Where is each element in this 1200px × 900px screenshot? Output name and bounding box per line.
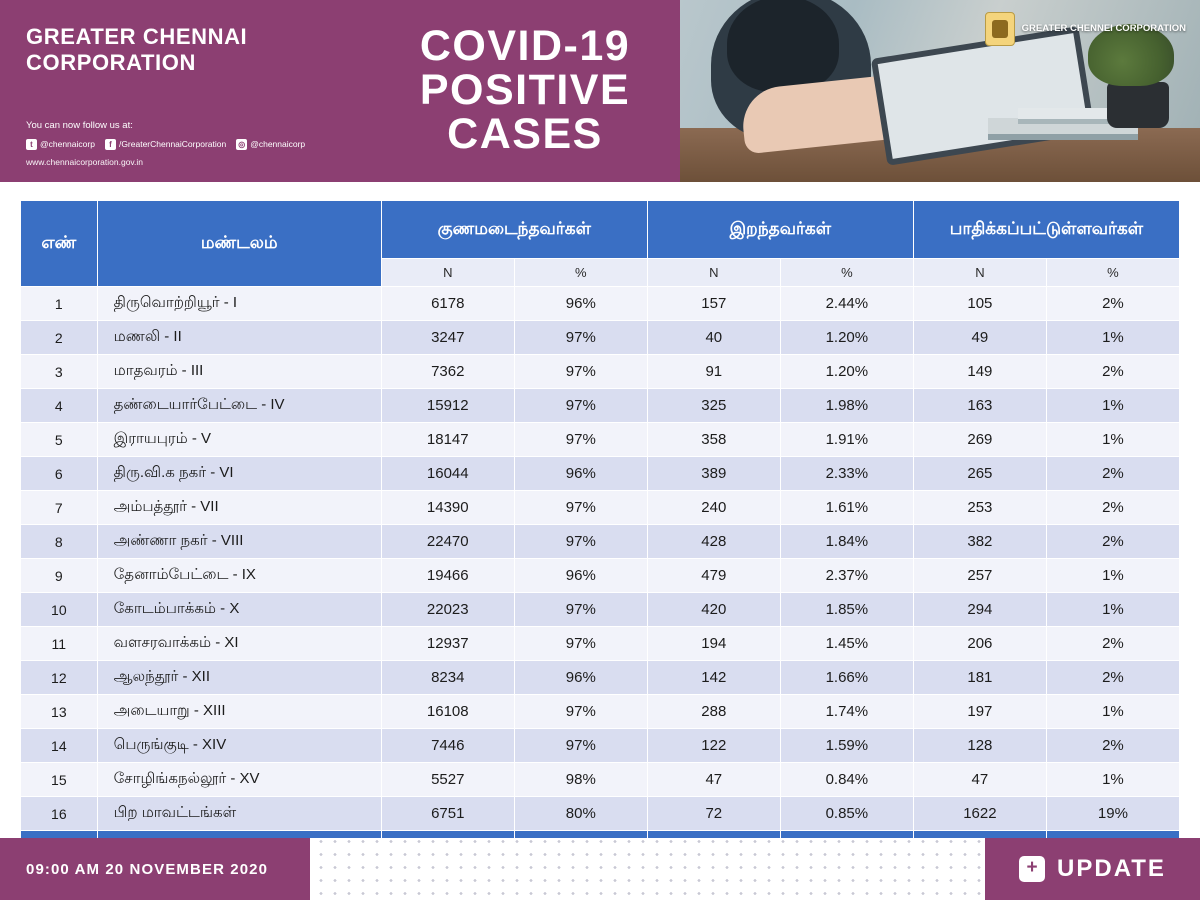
- table-row: [21, 627, 1180, 661]
- row-zone: கோடம்பாக்கம் - X: [97, 593, 381, 627]
- subheader-recovered-pct: %: [514, 259, 647, 287]
- row-deceased-pct: 1.20%: [780, 355, 913, 389]
- row-recovered-pct: 97%: [514, 525, 647, 559]
- table-row: [21, 355, 1180, 389]
- row-active-pct: 2%: [1046, 355, 1179, 389]
- table-row: [21, 559, 1180, 593]
- page-title: COVID-19 POSITIVE CASES: [419, 22, 631, 158]
- row-deceased-n: 47: [647, 763, 780, 797]
- row-active-n: 257: [913, 559, 1046, 593]
- row-serial: 16: [21, 797, 98, 831]
- row-deceased-pct: 0.84%: [780, 763, 913, 797]
- row-serial: 13: [21, 695, 98, 729]
- row-zone: அடையாறு - XIII: [97, 695, 381, 729]
- row-zone: சோழிங்கநல்லூர் - XV: [97, 763, 381, 797]
- table-row: [21, 457, 1180, 491]
- subheader-deceased-n: N: [647, 259, 780, 287]
- row-serial: 12: [21, 661, 98, 695]
- social-link-facebook[interactable]: [105, 138, 226, 152]
- social-handle-facebook: /GreaterChennaiCorporation: [118, 138, 227, 149]
- table-row: [21, 593, 1180, 627]
- row-deceased-pct: 1.66%: [780, 661, 913, 695]
- row-deceased-pct: 1.74%: [780, 695, 913, 729]
- row-zone: திரு.வி.க நகர் - VI: [97, 457, 381, 491]
- header-photo: [680, 0, 1200, 182]
- plant-pot: [1107, 82, 1169, 128]
- row-active-pct: 2%: [1046, 457, 1179, 491]
- table-head: [21, 201, 1180, 287]
- row-deceased-pct: 1.59%: [780, 729, 913, 763]
- col-header-active: பாதிக்கப்பட்டுள்ளவர்கள்: [913, 201, 1179, 259]
- row-serial: 5: [21, 423, 98, 457]
- row-serial: 4: [21, 389, 98, 423]
- subheader-active-pct: %: [1046, 259, 1179, 287]
- row-zone: திருவொற்றியூர் - I: [97, 287, 381, 321]
- row-recovered-n: 18147: [381, 423, 514, 457]
- row-recovered-pct: 97%: [514, 355, 647, 389]
- table-header-row-main: [21, 201, 1180, 259]
- row-active-n: 149: [913, 355, 1046, 389]
- row-recovered-n: 15912: [381, 389, 514, 423]
- row-active-pct: 1%: [1046, 695, 1179, 729]
- row-active-n: 47: [913, 763, 1046, 797]
- row-deceased-n: 288: [647, 695, 780, 729]
- table-row: [21, 695, 1180, 729]
- row-deceased-n: 194: [647, 627, 780, 661]
- row-zone: ஆலந்தூர் - XII: [97, 661, 381, 695]
- row-recovered-pct: 97%: [514, 389, 647, 423]
- website-url[interactable]: www.chennaicorporation.gov.in: [26, 157, 144, 168]
- row-recovered-pct: 97%: [514, 593, 647, 627]
- social-links: [26, 138, 348, 152]
- row-active-pct: 2%: [1046, 661, 1179, 695]
- social-link-twitter[interactable]: [26, 138, 95, 152]
- plus-icon: +: [1019, 856, 1045, 882]
- row-active-n: 206: [913, 627, 1046, 661]
- row-active-n: 197: [913, 695, 1046, 729]
- row-zone: அண்ணா நகர் - VIII: [97, 525, 381, 559]
- social-link-instagram[interactable]: [236, 138, 305, 152]
- row-serial: 7: [21, 491, 98, 525]
- row-deceased-pct: 2.37%: [780, 559, 913, 593]
- table-row: [21, 321, 1180, 355]
- row-serial: 2: [21, 321, 98, 355]
- row-recovered-n: 22023: [381, 593, 514, 627]
- timestamp-label: 09:00 AM 20 NOVEMBER 2020: [0, 838, 310, 900]
- social-follow-block: [26, 118, 348, 170]
- row-recovered-pct: 96%: [514, 559, 647, 593]
- row-serial: 11: [21, 627, 98, 661]
- row-active-pct: 1%: [1046, 321, 1179, 355]
- table-row: [21, 491, 1180, 525]
- row-deceased-n: 91: [647, 355, 780, 389]
- row-deceased-n: 72: [647, 797, 780, 831]
- row-recovered-n: 19466: [381, 559, 514, 593]
- instagram-icon: ◎: [236, 139, 247, 150]
- row-recovered-n: 6751: [381, 797, 514, 831]
- row-recovered-pct: 97%: [514, 423, 647, 457]
- row-active-pct: 1%: [1046, 593, 1179, 627]
- row-zone: அம்பத்தூர் - VII: [97, 491, 381, 525]
- col-header-zone: மண்டலம்: [97, 201, 381, 287]
- row-deceased-n: 325: [647, 389, 780, 423]
- row-active-n: 49: [913, 321, 1046, 355]
- row-deceased-n: 240: [647, 491, 780, 525]
- row-deceased-n: 420: [647, 593, 780, 627]
- row-deceased-pct: 1.85%: [780, 593, 913, 627]
- page-footer: [0, 838, 1200, 900]
- row-active-n: 105: [913, 287, 1046, 321]
- follow-title: You can now follow us at:: [26, 119, 133, 131]
- table-row: [21, 797, 1180, 831]
- row-active-pct: 19%: [1046, 797, 1179, 831]
- row-active-pct: 2%: [1046, 729, 1179, 763]
- row-deceased-n: 157: [647, 287, 780, 321]
- row-recovered-n: 8234: [381, 661, 514, 695]
- row-recovered-n: 3247: [381, 321, 514, 355]
- row-recovered-pct: 97%: [514, 729, 647, 763]
- organization-name: GREATER CHENNAI CORPORATION: [26, 24, 248, 75]
- col-header-serial: எண்: [21, 201, 98, 287]
- subheader-deceased-pct: %: [780, 259, 913, 287]
- row-zone: தண்டையார்பேட்டை - IV: [97, 389, 381, 423]
- row-recovered-pct: 96%: [514, 457, 647, 491]
- row-recovered-pct: 97%: [514, 695, 647, 729]
- col-header-recovered: குணமடைந்தவர்கள்: [381, 201, 647, 259]
- subheader-active-n: N: [913, 259, 1046, 287]
- update-button[interactable]: [985, 838, 1200, 900]
- row-deceased-n: 358: [647, 423, 780, 457]
- row-active-pct: 1%: [1046, 423, 1179, 457]
- row-active-n: 128: [913, 729, 1046, 763]
- row-active-n: 294: [913, 593, 1046, 627]
- row-serial: 15: [21, 763, 98, 797]
- row-deceased-pct: 1.20%: [780, 321, 913, 355]
- row-recovered-n: 5527: [381, 763, 514, 797]
- row-recovered-pct: 98%: [514, 763, 647, 797]
- row-zone: பிற மாவட்டங்கள்: [97, 797, 381, 831]
- row-active-pct: 2%: [1046, 525, 1179, 559]
- row-deceased-n: 479: [647, 559, 780, 593]
- row-deceased-pct: 1.84%: [780, 525, 913, 559]
- row-active-pct: 1%: [1046, 559, 1179, 593]
- row-serial: 10: [21, 593, 98, 627]
- table-row: [21, 423, 1180, 457]
- table-row: [21, 525, 1180, 559]
- row-active-pct: 1%: [1046, 763, 1179, 797]
- row-serial: 6: [21, 457, 98, 491]
- row-deceased-pct: 2.44%: [780, 287, 913, 321]
- row-deceased-n: 428: [647, 525, 780, 559]
- row-recovered-pct: 97%: [514, 321, 647, 355]
- header-title-area: [370, 0, 680, 182]
- row-zone: தேனாம்பேட்டை - IX: [97, 559, 381, 593]
- row-deceased-pct: 1.61%: [780, 491, 913, 525]
- covid-cases-table: [20, 200, 1180, 865]
- row-recovered-n: 14390: [381, 491, 514, 525]
- row-active-pct: 2%: [1046, 627, 1179, 661]
- row-deceased-n: 122: [647, 729, 780, 763]
- row-active-n: 269: [913, 423, 1046, 457]
- col-header-deceased: இறந்தவர்கள்: [647, 201, 913, 259]
- row-deceased-n: 142: [647, 661, 780, 695]
- row-zone: மாதவரம் - III: [97, 355, 381, 389]
- row-deceased-pct: 1.91%: [780, 423, 913, 457]
- row-recovered-pct: 97%: [514, 491, 647, 525]
- row-deceased-pct: 1.45%: [780, 627, 913, 661]
- row-recovered-pct: 80%: [514, 797, 647, 831]
- person-hair: [727, 0, 839, 92]
- table-row: [21, 389, 1180, 423]
- facebook-icon: f: [105, 139, 116, 150]
- row-active-pct: 1%: [1046, 389, 1179, 423]
- row-deceased-n: 389: [647, 457, 780, 491]
- row-zone: இராயபுரம் - V: [97, 423, 381, 457]
- row-recovered-pct: 97%: [514, 627, 647, 661]
- row-deceased-pct: 0.85%: [780, 797, 913, 831]
- corporation-logo: [985, 12, 1186, 46]
- row-recovered-n: 7446: [381, 729, 514, 763]
- row-deceased-pct: 2.33%: [780, 457, 913, 491]
- row-active-pct: 2%: [1046, 491, 1179, 525]
- footer-dot-pattern: [310, 838, 985, 900]
- row-active-pct: 2%: [1046, 287, 1179, 321]
- row-recovered-n: 16044: [381, 457, 514, 491]
- row-active-n: 1622: [913, 797, 1046, 831]
- row-serial: 1: [21, 287, 98, 321]
- table-row: [21, 763, 1180, 797]
- row-zone: பெருங்குடி - XIV: [97, 729, 381, 763]
- row-serial: 14: [21, 729, 98, 763]
- social-handle-twitter: @chennaicorp: [40, 138, 95, 149]
- emblem-icon: [985, 12, 1015, 46]
- row-serial: 9: [21, 559, 98, 593]
- row-recovered-pct: 96%: [514, 661, 647, 695]
- subheader-recovered-n: N: [381, 259, 514, 287]
- row-active-n: 265: [913, 457, 1046, 491]
- row-serial: 3: [21, 355, 98, 389]
- row-recovered-n: 12937: [381, 627, 514, 661]
- row-recovered-pct: 96%: [514, 287, 647, 321]
- row-deceased-n: 40: [647, 321, 780, 355]
- header-branding: [0, 0, 370, 182]
- row-recovered-n: 16108: [381, 695, 514, 729]
- table-row: [21, 729, 1180, 763]
- twitter-icon: t: [26, 139, 37, 150]
- social-handle-instagram: @chennaicorp: [250, 138, 306, 149]
- table-body: [21, 287, 1180, 831]
- row-active-n: 382: [913, 525, 1046, 559]
- update-label: UPDATE: [1057, 855, 1166, 882]
- row-recovered-n: 6178: [381, 287, 514, 321]
- page-header: [0, 0, 1200, 182]
- logo-text: GREATER CHENNEI CORPORATION: [1021, 23, 1186, 35]
- row-active-n: 253: [913, 491, 1046, 525]
- row-zone: மணலி - II: [97, 321, 381, 355]
- table-row: [21, 287, 1180, 321]
- row-deceased-pct: 1.98%: [780, 389, 913, 423]
- row-recovered-n: 22470: [381, 525, 514, 559]
- row-active-n: 181: [913, 661, 1046, 695]
- row-serial: 8: [21, 525, 98, 559]
- row-recovered-n: 7362: [381, 355, 514, 389]
- table-row: [21, 661, 1180, 695]
- row-zone: வளசரவாக்கம் - XI: [97, 627, 381, 661]
- cases-table-container: [0, 182, 1200, 865]
- row-active-n: 163: [913, 389, 1046, 423]
